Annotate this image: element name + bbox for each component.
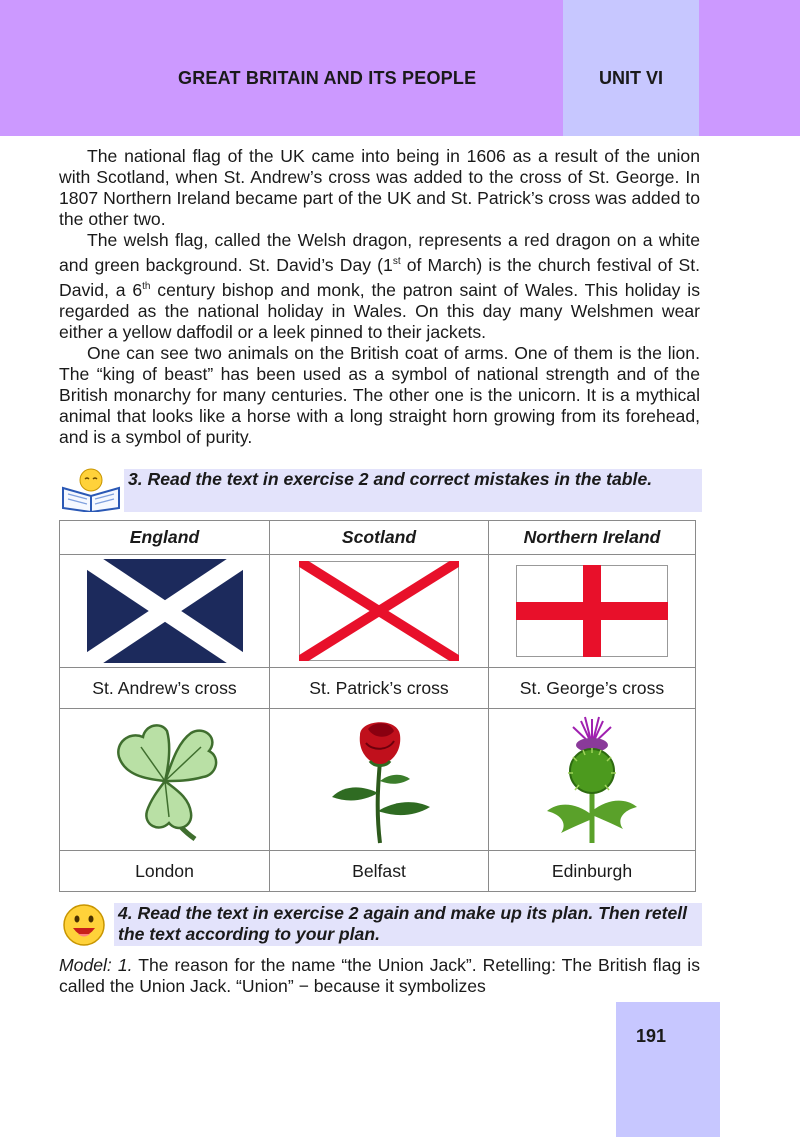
cross-label: St. Andrew’s cross	[60, 668, 270, 709]
thistle-icon	[537, 715, 647, 845]
paragraph-welsh-flag: The welsh flag, called the Welsh dragon, represents a red dragon on a white and green background. St. David’s Day (1st of March) is the church festival of St. David, a 6th century bishop and monk, the patron saint of Wales. This holiday is regarded as the national holiday in Wales. On this day many Welshmen wear either a yellow daffodil or a leek pinned to their jackets.	[59, 230, 701, 342]
cross-label: St. Patrick’s cross	[270, 668, 489, 709]
chapter-title: GREAT BRITAIN AND ITS PEOPLE	[178, 68, 477, 88]
exercise-3-instruction: 3. Read the text in exercise 2 and correct mistakes in the table.	[124, 469, 702, 512]
paragraph-coat-of-arms: One can see two animals on the British coat of arms. One of them is the lion. The “king of beast” has been used as a symbol of national strength and of the British monarchy for many centuries. The other one is the unicorn. It is a mythical animal that looks like a horse with a long straight horn growing from its forehead, and is a symbol of purity.	[59, 342, 700, 447]
unit-label: UNIT VI	[598, 68, 663, 88]
model-label: Model: 1.	[59, 955, 133, 975]
paragraph-union-flag: The national flag of the UK came into being in 1606 as a result of the union with Scotland, when St. Andrew’s cross was added to the cross of St. George. In 1807 Northern Ireland became part of the UK and St. Patrick’s cross was added to the other two.	[59, 146, 700, 229]
header-england: England	[60, 521, 270, 555]
header-northern-ireland: Northern Ireland	[489, 521, 696, 555]
model-answer	[59, 955, 700, 997]
table-row-cross-names	[60, 668, 696, 709]
model-text: The reason for the name “the Union Jack”. Retelling: The British flag is called the Union Jack. “Union” − because it symbolizes	[59, 955, 700, 996]
page-number-box	[616, 1002, 720, 1137]
table-row-plants	[60, 709, 696, 851]
reading-text	[59, 146, 700, 448]
page-number: 191	[635, 1026, 667, 1046]
city-label: Belfast	[270, 851, 489, 892]
reading-book-icon	[60, 466, 122, 512]
smiling-face-icon	[62, 903, 106, 947]
table-row-cities	[60, 851, 696, 892]
st-georges-cross-flag	[516, 565, 668, 657]
red-rose-icon	[314, 715, 444, 845]
st-andrews-saltire-flag	[87, 559, 243, 663]
cross-label: St. George’s cross	[489, 668, 696, 709]
exercise-4-instruction: 4. Read the text in exercise 2 again and make up its plan. Then retell the text according to your plan.	[114, 903, 702, 946]
symbols-table	[59, 520, 696, 892]
table-header-row	[60, 521, 696, 555]
header-scotland: Scotland	[270, 521, 489, 555]
city-label: Edinburgh	[489, 851, 696, 892]
st-patricks-saltire-flag	[299, 561, 459, 661]
shamrock-icon	[105, 717, 225, 843]
table-row-flags	[60, 555, 696, 668]
city-label: London	[60, 851, 270, 892]
